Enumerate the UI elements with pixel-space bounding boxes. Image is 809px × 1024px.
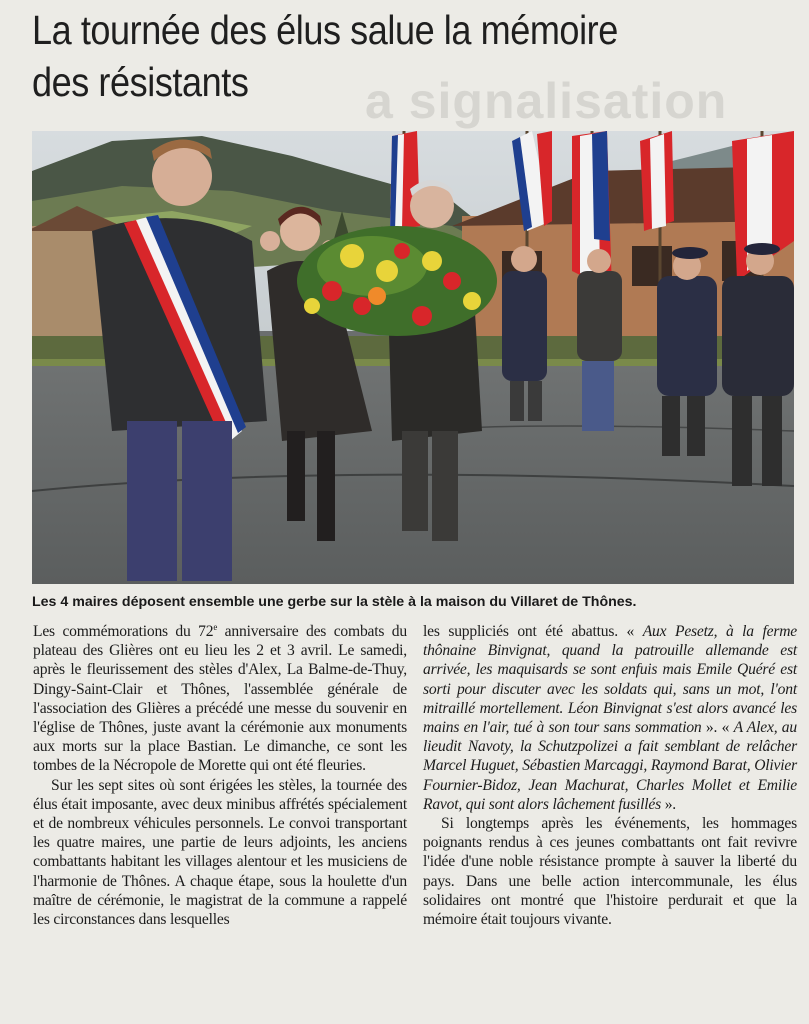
article-column-left: [33, 622, 407, 929]
floral-wreath: [297, 226, 497, 336]
photo-caption: Les 4 maires déposent ensemble une gerbe sur la stèle à la maison du Villaret de Thônes.: [32, 594, 637, 610]
headline: [32, 4, 648, 108]
headline-line-2: des résistants: [32, 59, 249, 105]
bleed-through-text: a signalisation: [365, 73, 728, 129]
ceremony-photo: [32, 131, 794, 584]
paragraph-4: Si longtemps après les événements, les hommages poignants rendus à ces jeunes combattants ont fait revivre l'idée d'une noble résistance prompte à sauver la liberté du pays. Dans une belle action intercommunale, les élus solidaires ont montré que l'histoire perdurait et que la mémoire était toujours vivante.: [423, 815, 797, 929]
headline-line-1: La tournée des élus salue la mémoire: [32, 7, 618, 53]
paragraph-2: Sur les sept sites où sont érigées les stèles, la tournée des élus était imposante, avec deux minibus affrétés spécialement et de nombreux véhicules personnels. Le convoi transportant les quatre maires, une partie de leurs adjoints, les anciens combattants habitant les villages alentour et les musiciens de l'harmonie de Thônes. A chaque étape, sous la houlette d'un maître de cérémonie, le magistrat de la commune a rappelé les circonstances dans lesquelles: [33, 776, 407, 929]
paragraph-3: les suppliciés ont été abattus. « Aux Pesetz, à la ferme thônaine Binvignat, quand la patrouille allemande est arrivée, les maquisards se sont enfuis mais Emile Quéré est sorti pour discuter avec les soldats qui, sans un mot, l'ont mitraillé mortellement. Léon Binvignat s'est alors avancé les mains en l'air, tué à son tour sans sommation ». « A Alex, au lieudit Navoty, la Schutzpolizei a fait semblant de relâcher Marcel Huguet, Sébastien Marcaggi, Raymond Barat, Olivier Fournier-Bidoz, Jean Machurat, Charles Mollet et Emilie Ravot, qui sont alors lâchement fusillés ».: [423, 623, 798, 813]
article-column-right: [423, 622, 797, 929]
paragraph-1: Les commémorations du 72e anniversaire des combats du plateau des Glières ont eu lieu les 2 et 3 avril. Le samedi, après le fleurissement des stèles d'Alex, La Balme-de-Thuy, Dingy-Saint-Clair et Thônes, l'assemblée générale de l'association des Glières a précédé une messe du souvenir en l'église de Thônes, juste avant la cérémonie aux monuments aux morts sur la place Bastian. Le dimanche, ce sont les tombes de la Nécropole de Morette qui ont été fleuries.: [33, 621, 407, 775]
